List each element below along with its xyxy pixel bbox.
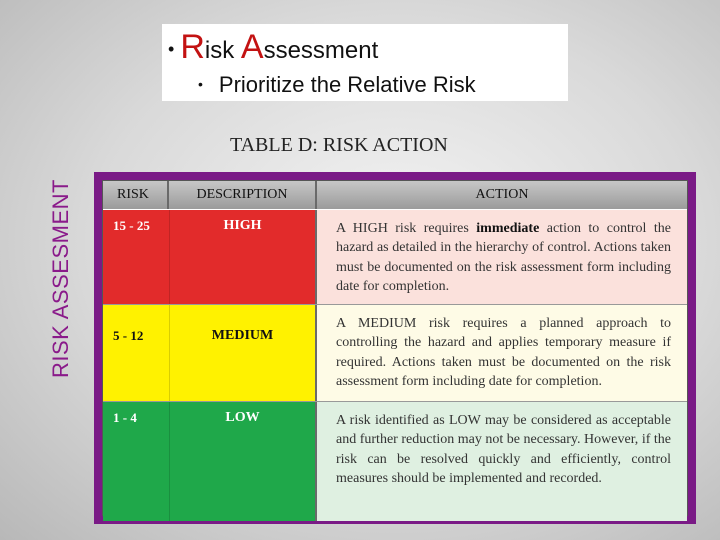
table-row-low — [103, 401, 687, 521]
header-risk: RISK — [103, 181, 169, 209]
title-word1-rest: isk — [204, 37, 241, 64]
risk-cell — [103, 210, 169, 304]
table-row-medium — [103, 304, 687, 402]
title-word2-rest: ssessment — [263, 37, 379, 64]
subtitle-bullet: • — [198, 76, 203, 92]
risk-level: LOW — [225, 410, 260, 425]
action-text: A MEDIUM risk requires a planned approach to controlling the hazard and applies temporary measure if required. Actions taken must be documented on the risk assessment form including date for completion. — [336, 316, 671, 390]
description-cell — [169, 402, 317, 521]
risk-cell — [103, 305, 169, 402]
action-text: A risk identified as LOW may be considered as acceptable and further reduction may not be necessary. However, if the risk can be resolved quickly and efficiently, control measures should be implemented and recorded. — [336, 413, 671, 487]
title-initial-r: R — [180, 28, 205, 66]
header-action: ACTION — [317, 181, 687, 209]
action-text — [336, 219, 671, 297]
risk-level: HIGH — [223, 218, 262, 233]
header-description: DESCRIPTION — [169, 181, 317, 209]
action-text-pre: A HIGH risk requires — [336, 221, 477, 236]
risk-action-table — [102, 180, 688, 516]
risk-action-table-frame — [94, 172, 696, 524]
description-cell — [169, 210, 317, 304]
action-text-post: action to control the hazard as detailed in the hierarchy of control. Actions taken must be documented on the risk assessment form including date for completion. — [336, 221, 672, 295]
risk-range: 5 - 12 — [113, 328, 144, 343]
title-bullet: • — [168, 39, 175, 59]
side-label: RISK ASSESMENT — [48, 179, 73, 378]
table-caption: TABLE D: RISK ACTION — [230, 134, 448, 156]
description-cell — [169, 305, 317, 402]
action-cell — [317, 210, 687, 304]
action-cell — [317, 402, 687, 521]
table-row-high — [103, 210, 687, 304]
risk-range: 1 - 4 — [113, 410, 137, 425]
risk-range: 15 - 25 — [113, 218, 150, 233]
risk-level: MEDIUM — [211, 328, 274, 343]
subtitle-text: Prioritize the Relative Risk — [218, 72, 476, 97]
title-box — [162, 24, 568, 101]
risk-cell — [103, 402, 169, 521]
slide-title — [168, 28, 378, 66]
title-initial-a: A — [240, 28, 264, 66]
slide-subtitle — [198, 70, 476, 98]
action-cell — [317, 305, 687, 402]
action-text-emphasis: immediate — [476, 221, 540, 236]
